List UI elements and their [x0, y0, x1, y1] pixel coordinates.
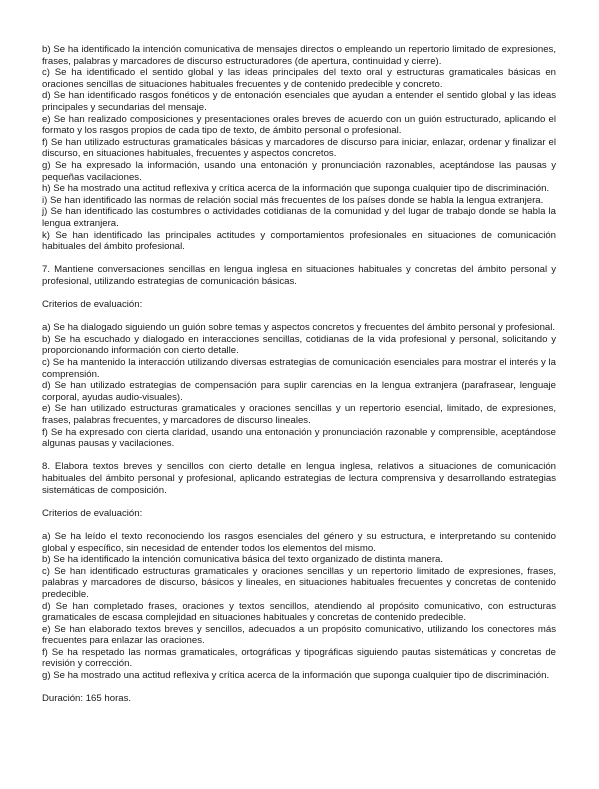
section-8-heading: 8. Elabora textos breves y sencillos con cierto detalle en lengua inglesa, relativos a situaciones de comunicación habituales del ámbito personal y profesional, aplicando estrategias de lectura comprensiva y desarrollando estrategias sistemáticas de composición.	[42, 461, 556, 496]
spacer	[42, 311, 556, 323]
criterion-i: i) Se han identificado las normas de relación social más frecuentes de los países donde se habla la lengua extranjera.	[42, 194, 544, 206]
s8-criterion-g: g) Se ha mostrado una actitud reflexiva y crítica acerca de la información que suponga cualquier tipo de discriminación.	[42, 670, 550, 682]
s7-criterion-c: c) Se ha mantenido la interacción utilizando diversas estrategias de comunicación esenciales para mostrar el interés y la comprensión.	[42, 357, 556, 380]
s7-criterion-e: e) Se han utilizado estructuras gramaticales y oraciones sencillas y un repertorio esencial, limitado, de expresiones, frases, palabras frecuentes, y marcadores de discurso lineales.	[42, 403, 556, 426]
s7-criterion-f: f) Se ha expresado con cierta claridad, usando una entonación y pronunciación razonable y comprensible, aceptándose algunas pausas y vacilaciones.	[42, 426, 556, 450]
document-page	[42, 44, 556, 705]
spacer	[42, 496, 556, 508]
spacer	[42, 287, 556, 299]
s7-criterion-a: a) Se ha dialogado siguiendo un guión sobre temas y aspectos concretos y frecuentes del ámbito personal y profesional.	[42, 322, 556, 334]
s8-criterion-e: e) Se han elaborado textos breves y sencillos, adecuados a un propósito comunicativo, utilizando los conectores más frecuentes para enlazar las oraciones.	[42, 623, 556, 647]
section-7-criteria-label: Criterios de evaluación:	[42, 299, 143, 311]
criterion-e: e) Se han realizado composiciones y presentaciones orales breves de acuerdo con un guión estructurado, aplicando el formato y los rasgos propios de cada tipo de texto, de ámbito personal o profesional.	[42, 113, 556, 137]
s7-criterion-b: b) Se ha escuchado y dialogado en interacciones sencillas, cotidianas de la vida profesional y personal, solicitando y proporcionando información con cierto detalle.	[42, 333, 556, 357]
s8-criterion-a: a) Se ha leído el texto reconociendo los rasgos esenciales del género y su estructura, e interpretando su contenido global y específico, sin necesidad de entender todos los elementos del mismo.	[42, 530, 556, 554]
criterion-j: j) Se han identificado las costumbres o actividades cotidianas de la comunidad y del lugar de trabajo donde se habla la lengua extranjera.	[42, 206, 556, 229]
criterion-h: h) Se ha mostrado una actitud reflexiva y crítica acerca de la información que suponga cualquier tipo de discriminación.	[42, 183, 550, 195]
criterion-b: b) Se ha identificado la intención comunicativa de mensajes directos o empleando un repertorio limitado de expresiones, frases, palabras y marcadores de discurso estructuradores (de apertura, continuidad y cierre).	[42, 44, 556, 67]
spacer	[42, 450, 556, 462]
duration-text: Duración: 165 horas.	[42, 693, 132, 705]
spacer	[42, 253, 556, 265]
criterion-c: c) Se ha identificado el sentido global y las ideas principales del texto oral y estructuras gramaticales básicas en oraciones sencillas de situaciones habituales frecuentes y de contenido predecible y concreto.	[42, 67, 556, 90]
s8-criterion-d: d) Se han completado frases, oraciones y textos sencillos, atendiendo al propósito comunicativo, con estructuras gramaticales de escasa complejidad en situaciones habituales y concretas de contenido predecible.	[42, 600, 556, 624]
s8-criterion-c: c) Se han identificado estructuras gramaticales y oraciones sencillas y un repertorio limitado de expresiones, frases, palabras y marcadores de discurso, básicos y lineales, en situaciones habituales frecuentes y concretas de contenido predecible.	[42, 565, 556, 600]
criterion-k: k) Se han identificado las principales actitudes y comportamientos profesionales en situaciones de comunicación habituales del ámbito profesional.	[42, 229, 556, 253]
criterion-g: g) Se ha expresado la información, usando una entonación y pronunciación razonables, aceptándose las pausas y pequeñas vacilaciones.	[42, 159, 556, 183]
section-8-criteria-label: Criterios de evaluación:	[42, 507, 143, 519]
section-7-heading: 7. Mantiene conversaciones sencillas en lengua inglesa en situaciones habituales y concretas del ámbito personal y profesional, utilizando estrategias de comunicación básicas.	[42, 264, 556, 287]
s8-criterion-f: f) Se ha respetado las normas gramaticales, ortográficas y tipográficas siguiendo pautas sistemáticas y concretas de revisión y corrección.	[42, 646, 556, 670]
s8-criterion-b: b) Se ha identificado la intención comunicativa básica del texto organizado de distinta manera.	[42, 554, 444, 566]
criterion-f: f) Se han utilizado estructuras gramaticales básicas y marcadores de discurso para iniciar, enlazar, ordenar y finalizar el discurso, en situaciones habituales, frecuentes y aspectos concretos.	[42, 136, 556, 160]
spacer	[42, 519, 556, 531]
s7-criterion-d: d) Se han utilizado estrategias de compensación para suplir carencias en la lengua extranjera (parafrasear, lenguaje corporal, ayudas audio-visuales).	[42, 380, 556, 403]
criterion-d: d) Se han identificado rasgos fonéticos y de entonación esenciales que ayudan a entender el sentido global y las ideas principales y secundarias del mensaje.	[42, 90, 556, 113]
spacer	[42, 682, 556, 694]
